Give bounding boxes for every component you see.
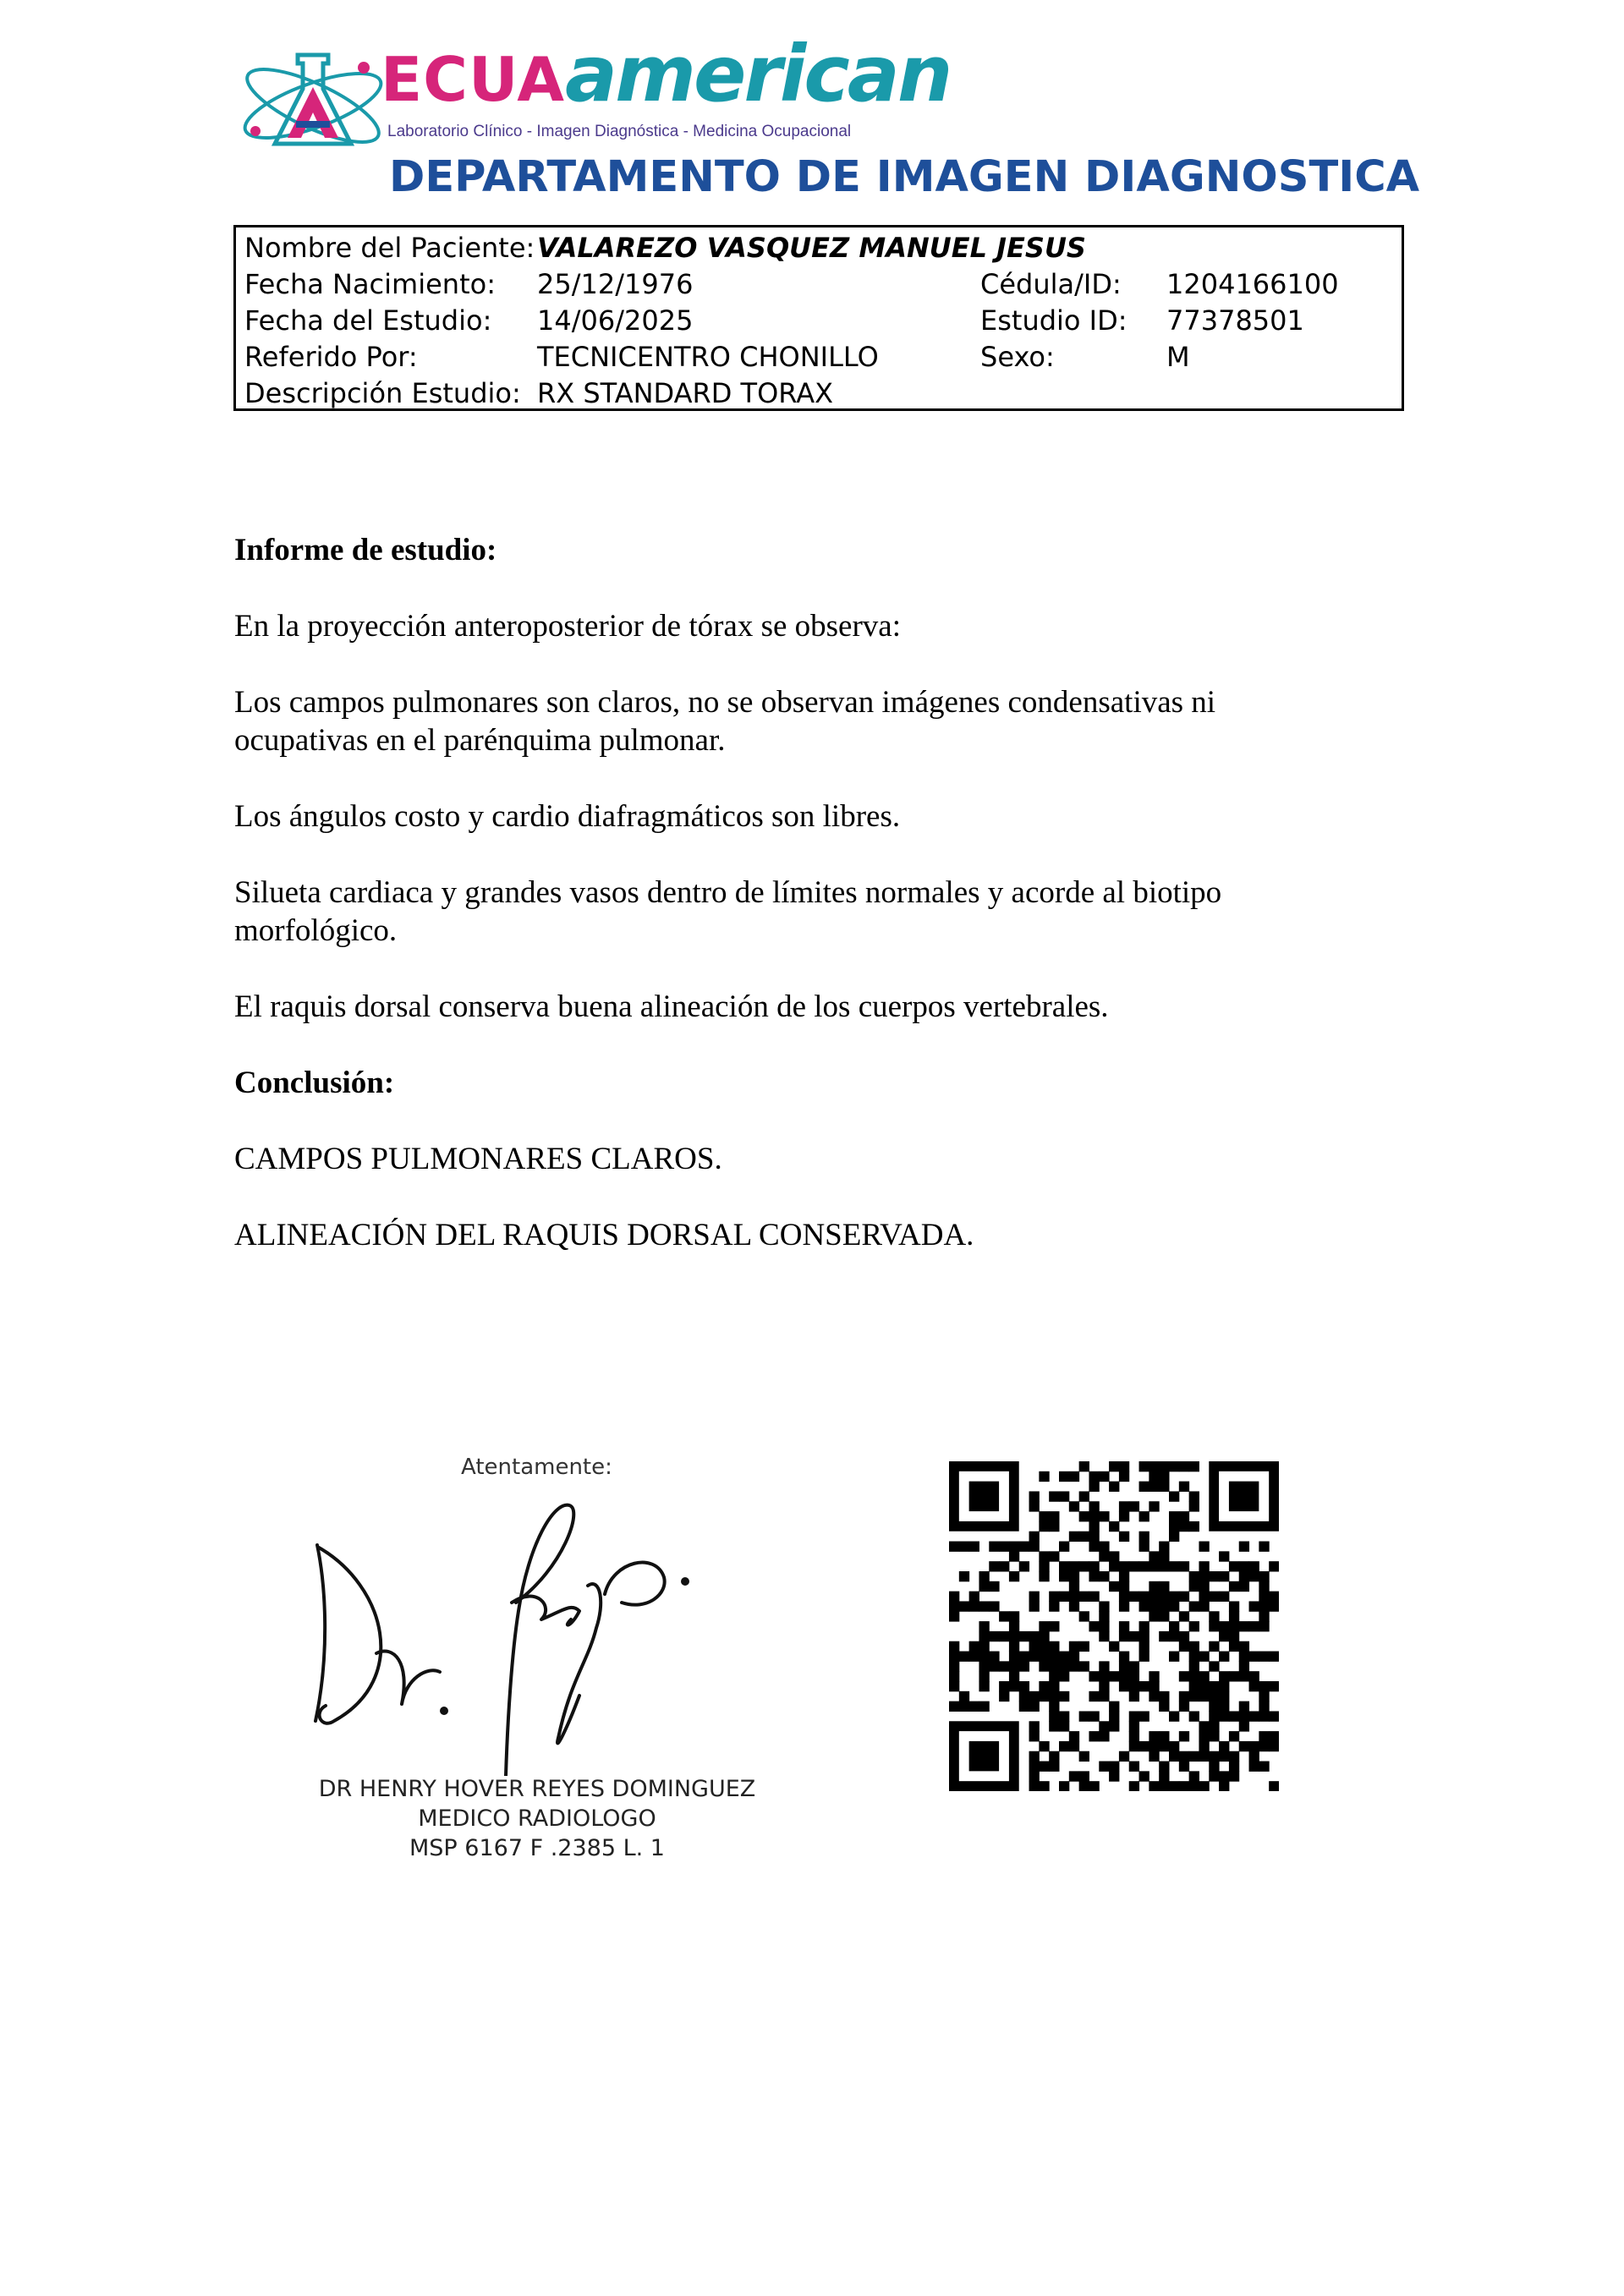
report-paragraph-lungs: Los campos pulmonares son claros, no se observan imágenes condensativas ni ocupativas en el parénquima pulmonar. [234,685,1216,758]
study-description-label: Descripción Estudio: [244,377,521,409]
report-paragraph-spine: El raquis dorsal conserva buena alineación de los cuerpos vertebrales. [234,989,1109,1024]
referred-value: TECNICENTRO CHONILLO [537,341,879,373]
id-label: Cédula/ID: [980,268,1122,300]
brand-american-text: american [565,29,951,119]
handwritten-signature [300,1484,740,1776]
study-date-label: Fecha del Estudio: [244,304,492,337]
report-heading: Informe de estudio: [234,533,497,567]
study-description-value: RX STANDARD TORAX [537,377,834,409]
report-paragraph-heart: Silueta cardiaca y grandes vasos dentro de límites normales y acorde al biotipo morfológico. [234,875,1222,948]
qr-code-icon [949,1461,1279,1791]
conclusion-line-1: CAMPOS PULMONARES CLAROS. [234,1142,722,1176]
patient-info-box [233,225,1404,411]
patient-name-label: Nombre del Paciente: [244,232,535,264]
signature-caption: Atentamente: [461,1455,612,1480]
study-date-value: 14/06/2025 [537,304,694,337]
id-value: 1204166100 [1166,268,1339,300]
birth-date-label: Fecha Nacimiento: [244,268,496,300]
birth-date-value: 25/12/1976 [537,268,694,300]
patient-name-value: VALAREZO VASQUEZ MANUEL JESUS [537,232,1086,264]
doctor-name: DR HENRY HOVER REYES DOMINGUEZ [318,1776,756,1802]
sex-label: Sexo: [980,341,1055,373]
study-id-value: 77378501 [1166,304,1304,337]
department-title: DEPARTAMENTO DE IMAGEN DIAGNOSTICA [389,152,1420,202]
sex-value: M [1166,341,1190,373]
brand-tagline: Laboratorio Clínico - Imagen Diagnóstica - Medicina Ocupacional [387,123,852,140]
doctor-title: MEDICO RADIOLOGO [418,1806,656,1832]
brand-ecua-text: ECUA [381,44,565,115]
referred-label: Referido Por: [244,341,418,373]
study-id-label: Estudio ID: [980,304,1127,337]
brand-logo [381,29,951,119]
report-paragraph-angles: Los ángulos costo y cardio diafragmáticos son libres. [234,799,901,834]
report-intro: En la proyección anteroposterior de tórax se observa: [234,609,902,644]
conclusion-heading: Conclusión: [234,1066,395,1100]
atom-flask-logo-icon [237,38,389,161]
conclusion-line-2: ALINEACIÓN DEL RAQUIS DORSAL CONSERVADA. [234,1218,974,1252]
doctor-registration: MSP 6167 F .2385 L. 1 [409,1835,665,1861]
